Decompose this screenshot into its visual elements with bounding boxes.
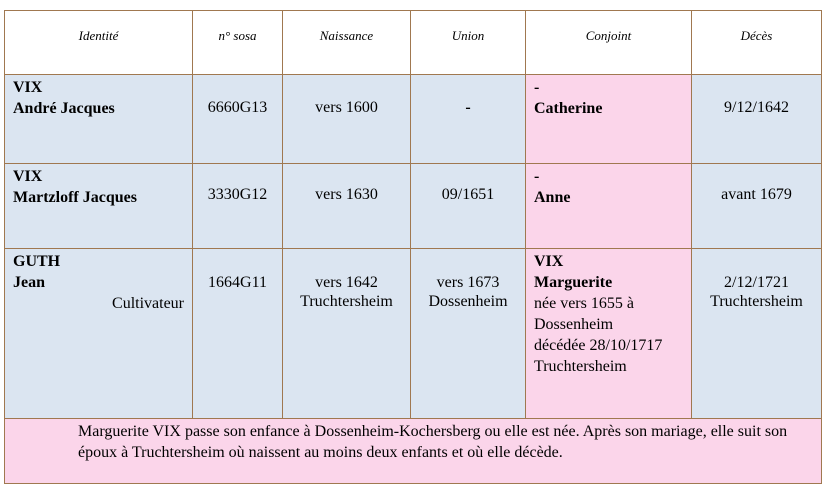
header-sosa: n° sosa [193, 11, 283, 75]
identity-cell [5, 164, 193, 249]
spouse-detail: Dossenheim [534, 316, 614, 333]
spouse-cell [526, 249, 692, 419]
spouse-detail: décédée 28/10/1717 [534, 337, 663, 354]
spouse-given-name: Catherine [534, 100, 603, 117]
table-row [5, 75, 822, 164]
spouse-surname: - [534, 79, 540, 96]
sosa-cell: 6660G13 [193, 75, 283, 164]
person-given-name: Jean [13, 274, 45, 291]
person-surname: VIX [13, 79, 43, 96]
death-cell: avant 1679 [692, 164, 822, 249]
spouse-cell [526, 75, 692, 164]
spouse-surname: - [534, 168, 540, 185]
table-row [5, 249, 822, 419]
death-date: 2/12/1721 [724, 274, 789, 291]
header-identite: Identité [5, 11, 193, 75]
birth-place: Truchtersheim [300, 293, 393, 310]
header-conjoint: Conjoint [526, 11, 692, 75]
union-cell [411, 249, 526, 419]
genealogy-table [4, 10, 822, 484]
identity-cell [5, 249, 193, 419]
spouse-cell [526, 164, 692, 249]
header-naissance: Naissance [283, 11, 411, 75]
birth-date: vers 1642 [315, 274, 378, 291]
death-place: Truchtersheim [710, 293, 803, 310]
union-cell: - [411, 75, 526, 164]
birth-cell [283, 249, 411, 419]
spouse-detail: Truchtersheim [534, 358, 627, 375]
note-row [5, 419, 822, 484]
identity-cell [5, 75, 193, 164]
spouse-given-name: Anne [534, 189, 571, 206]
table-row [5, 164, 822, 249]
death-cell [692, 249, 822, 419]
birth-cell: vers 1600 [283, 75, 411, 164]
spouse-surname: VIX [534, 253, 564, 270]
birth-cell: vers 1630 [283, 164, 411, 249]
header-union: Union [411, 11, 526, 75]
person-given-name: Martzloff Jacques [13, 189, 137, 206]
person-surname: GUTH [13, 253, 61, 270]
death-cell: 9/12/1642 [692, 75, 822, 164]
spouse-detail: née vers 1655 à [534, 295, 634, 312]
sosa-cell: 3330G12 [193, 164, 283, 249]
person-given-name: André Jacques [13, 100, 115, 117]
sosa-cell: 1664G11 [193, 249, 283, 419]
spouse-given-name: Marguerite [534, 274, 613, 291]
table-header [5, 11, 822, 75]
union-date: vers 1673 [436, 274, 500, 291]
person-occupation: Cultivateur [112, 295, 184, 312]
header-deces: Décès [692, 11, 822, 75]
union-cell: 09/1651 [411, 164, 526, 249]
biography-note: Marguerite VIX passe son enfance à Dossenheim-Kochersberg ou elle est née. Après son mariage, elle suit son époux à Truchtersheim où naissent au moins deux enfants et où elle décède. [5, 419, 822, 484]
union-place: Dossenheim [428, 293, 508, 310]
person-surname: VIX [13, 168, 43, 185]
